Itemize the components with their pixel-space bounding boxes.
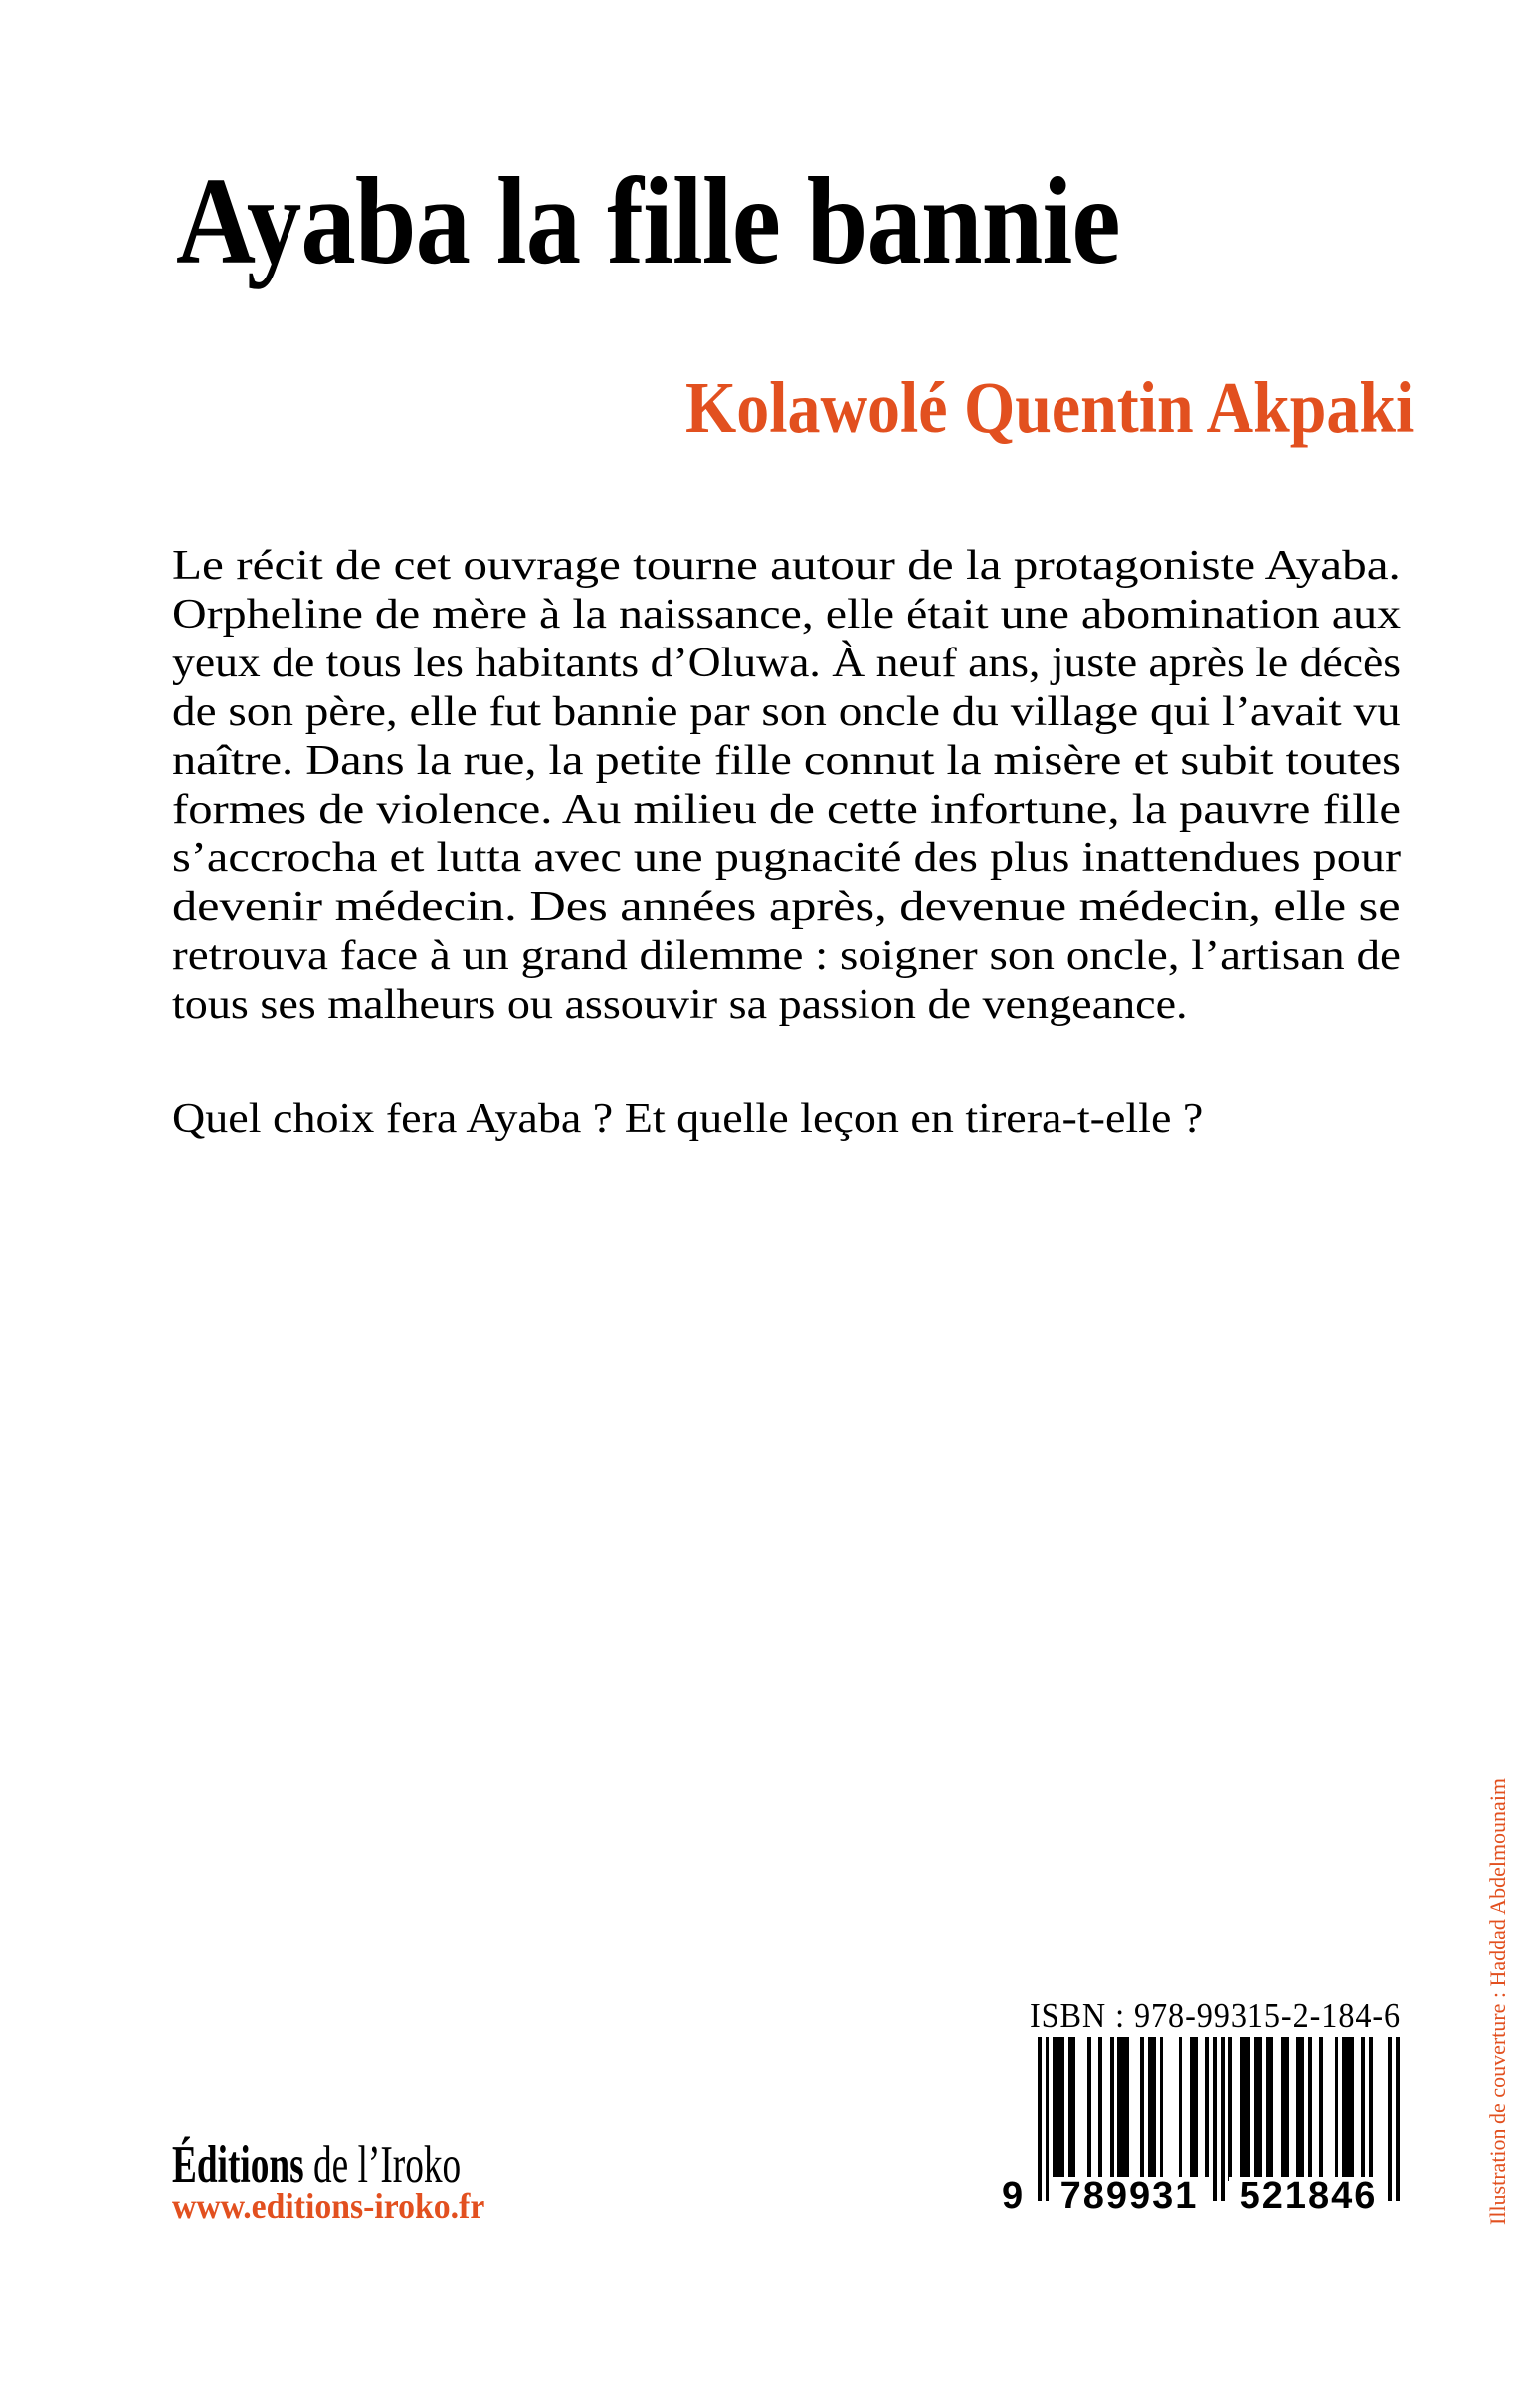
synopsis-line: Orpheline de mère à la naissance, elle était une abomination aux xyxy=(172,592,1402,638)
author-name: Kolawolé Quentin Akpaki xyxy=(684,367,1414,448)
synopsis-line: s’accrocha et lutta avec une pugnacité des plus inattendues pour xyxy=(172,835,1402,881)
synopsis-line: de son père, elle fut bannie par son oncle du village qui l’avait vu xyxy=(172,689,1401,735)
barcode-bar xyxy=(1396,2037,1400,2201)
synopsis-line: yeux de tous les habitants d’Oluwa. À neuf ans, juste après le décès xyxy=(172,641,1402,686)
tagline-question: Quel choix fera Ayaba ? Et quelle leçon en tirera-t-elle ? xyxy=(172,1096,1204,1142)
synopsis-line: tous ses malheurs ou assouvir sa passion de vengeance. xyxy=(172,982,1188,1027)
barcode-digit-first: 9 xyxy=(1002,2175,1024,2217)
barcode-digits-left: 789931 xyxy=(1050,2177,1209,2215)
publisher-name-bold: Éditions xyxy=(172,2136,304,2194)
ean13-barcode xyxy=(1002,2037,1401,2217)
barcode-digits-right: 521846 xyxy=(1229,2177,1388,2215)
synopsis-line: naître. Dans la rue, la petite fille connut la misère et subit toutes xyxy=(172,738,1401,784)
synopsis-line: devenir médecin. Des années après, devenue médecin, elle se xyxy=(172,884,1401,930)
synopsis-line: formes de violence. Au milieu de cette infortune, la pauvre fille xyxy=(172,787,1401,833)
publisher-name-rest: de l’Iroko xyxy=(303,2136,462,2194)
cover-illustration-credit: Illustration de couverture : Haddad Abdelmounaim xyxy=(1485,1777,1510,2225)
publisher-name xyxy=(172,2136,462,2194)
synopsis-line: retrouva face à un grand dilemme : soigner son oncle, l’artisan de xyxy=(172,933,1401,979)
synopsis-paragraph xyxy=(172,542,1401,1029)
isbn-label: ISBN : 978-99315-2-184-6 xyxy=(1029,1996,1401,2035)
book-title: Ayaba la fille bannie xyxy=(176,153,1120,290)
publisher-website: www.editions-iroko.fr xyxy=(172,2186,485,2226)
synopsis-line: Le récit de cet ouvrage tourne autour de la protagoniste Ayaba. xyxy=(172,543,1401,589)
